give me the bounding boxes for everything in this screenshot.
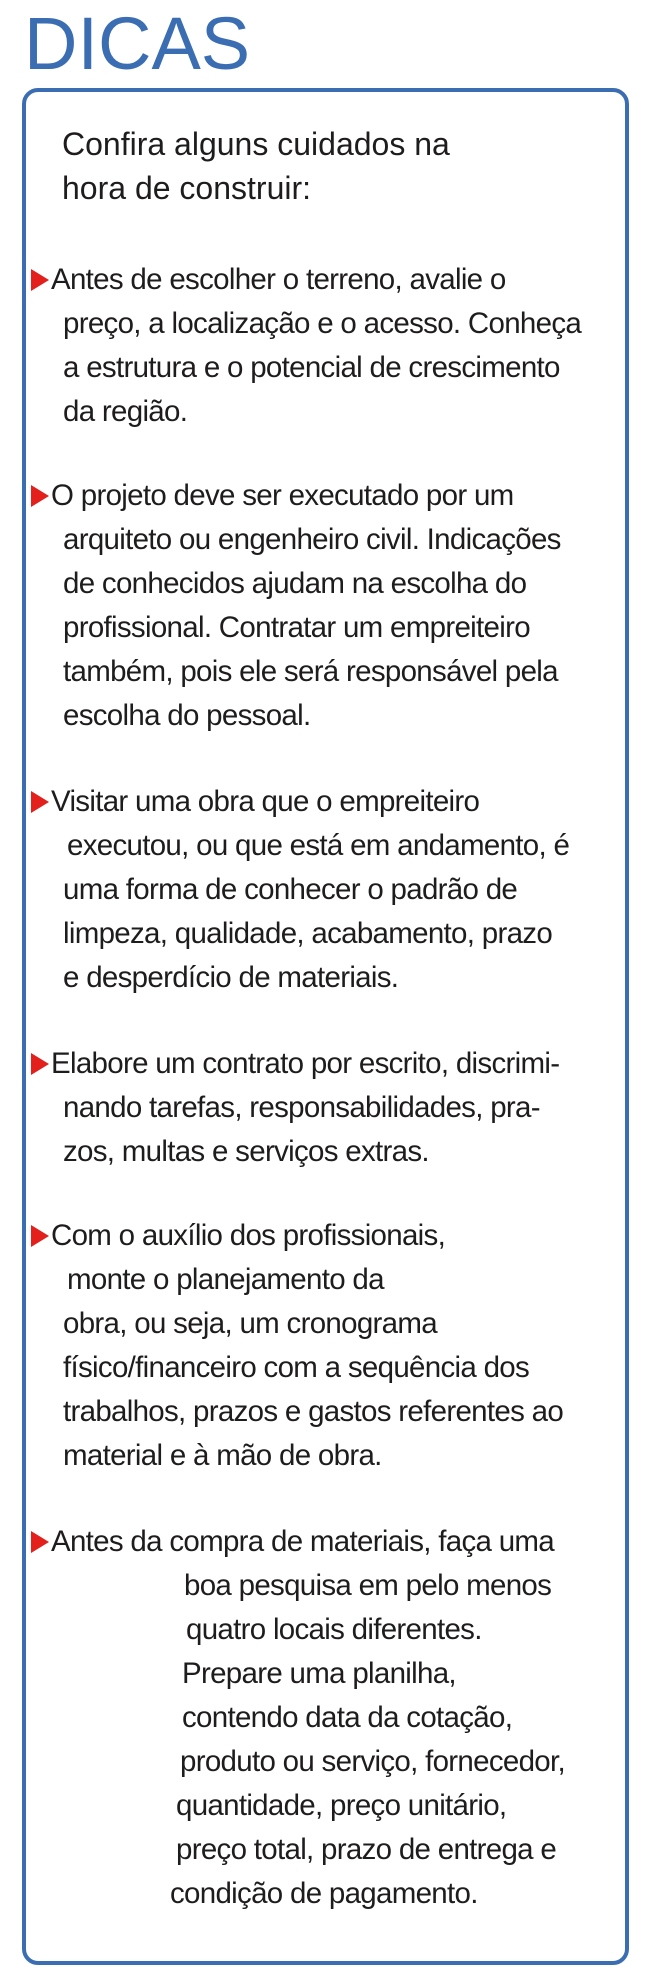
tip-line: produto ou serviço, fornecedor,: [180, 1745, 565, 1778]
tip-item-5: [31, 1214, 611, 1478]
tip-line: a estrutura e o potencial de crescimento: [63, 351, 560, 384]
tip-item-1: [31, 258, 611, 434]
intro-line: Confira alguns cuidados na: [62, 126, 450, 162]
tip-line: preço total, prazo de entrega e: [176, 1833, 557, 1866]
tip-line: arquiteto ou engenheiro civil. Indicações: [63, 523, 561, 556]
tip-line: preço, a localização e o acesso. Conheça: [63, 307, 582, 340]
tip-line: executou, ou que está em andamento, é: [67, 829, 570, 862]
tip-line: contendo data da cotação,: [182, 1701, 513, 1734]
tip-line: quantidade, preço unitário,: [176, 1789, 507, 1822]
tip-line: da região.: [63, 395, 188, 428]
tip-line: O projeto deve ser executado por um: [31, 474, 611, 518]
tip-line: quatro locais diferentes.: [186, 1613, 482, 1646]
tip-line: uma forma de conhecer o padrão de: [63, 873, 518, 906]
tip-line: condição de pagamento.: [170, 1877, 478, 1910]
tip-line: também, pois ele será responsável pela: [63, 655, 558, 688]
bullet-arrow-icon: [31, 791, 49, 813]
tip-line: monte o planejamento da: [67, 1263, 384, 1296]
tip-line: zos, multas e serviços extras.: [63, 1135, 429, 1168]
tip-line: de conhecidos ajudam na escolha do: [63, 567, 527, 600]
bullet-arrow-icon: [31, 1053, 49, 1075]
intro-line: hora de construir:: [62, 170, 312, 206]
tip-line: boa pesquisa em pelo menos: [184, 1569, 552, 1602]
tip-line: profissional. Contratar um empreiteiro: [63, 611, 530, 644]
tip-line: obra, ou seja, um cronograma: [63, 1307, 437, 1340]
tip-line: e desperdício de materiais.: [63, 961, 399, 994]
tip-line: Antes de escolher o terreno, avalie o: [31, 258, 611, 302]
tip-line: material e à mão de obra.: [63, 1439, 382, 1472]
tip-item-2: [31, 474, 611, 738]
tip-item-3: [31, 780, 611, 1000]
tip-line: nando tarefas, responsabilidades, pra-: [63, 1091, 540, 1124]
tip-line: Antes da compra de materiais, faça uma: [31, 1520, 611, 1564]
tip-line: Prepare uma planilha,: [182, 1657, 456, 1690]
bullet-arrow-icon: [31, 269, 49, 291]
tip-line: Com o auxílio dos profissionais,: [31, 1214, 611, 1258]
tip-line: Elabore um contrato por escrito, discrimi-: [31, 1042, 611, 1086]
tip-item-6: [31, 1520, 611, 1916]
tip-line: trabalhos, prazos e gastos referentes ao: [63, 1395, 564, 1428]
bullet-arrow-icon: [31, 485, 49, 507]
tip-line: Visitar uma obra que o empreiteiro: [31, 780, 611, 824]
page-title: DICAS: [24, 2, 251, 85]
bullet-arrow-icon: [31, 1225, 49, 1247]
intro-text: [62, 122, 542, 210]
bullet-arrow-icon: [31, 1531, 49, 1553]
tip-item-4: [31, 1042, 611, 1174]
tip-line: escolha do pessoal.: [63, 699, 311, 732]
tip-line: limpeza, qualidade, acabamento, prazo: [63, 917, 553, 950]
tip-line: físico/financeiro com a sequência dos: [63, 1351, 530, 1384]
